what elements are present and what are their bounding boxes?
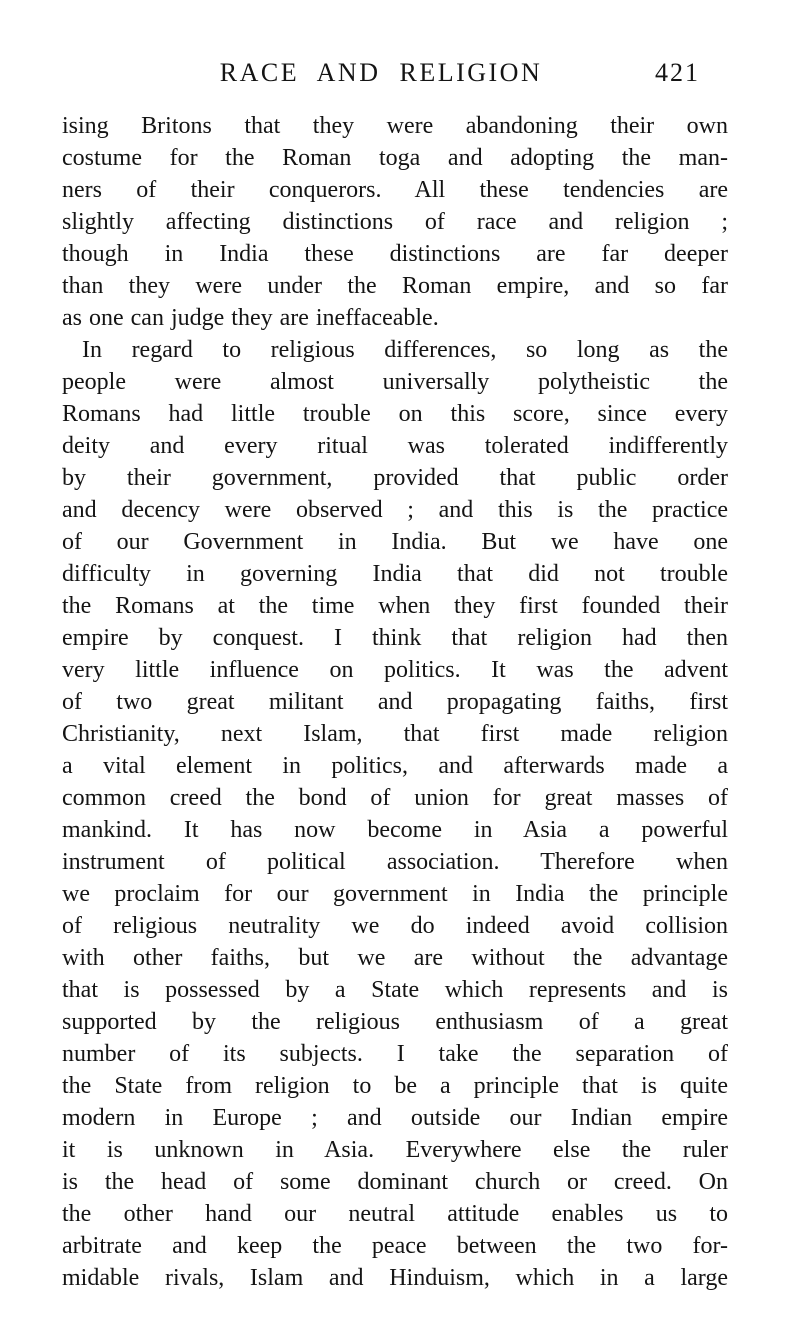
text-line-6: than they were under the Roman empire, and so far: [62, 273, 728, 299]
page-number: 421: [655, 58, 700, 87]
text-line-3: ners of their conquerors. All these tendencies are: [62, 177, 728, 203]
text-line-23: mankind. It has now become in Asia a powerful: [62, 817, 728, 843]
running-header-title: RACE AND RELIGION: [219, 58, 543, 87]
text-line-37: midable rivals, Islam and Hinduism, which in a large: [62, 1265, 728, 1291]
text-line-2: costume for the Roman toga and adopting the man-: [62, 145, 728, 171]
text-line-13: and decency were observed ; and this is the practice: [62, 497, 728, 523]
text-line-24: instrument of political association. Therefore when: [62, 849, 728, 875]
text-line-20: Christianity, next Islam, that first made religion: [62, 721, 728, 747]
text-line-21: a vital element in politics, and afterwards made a: [62, 753, 728, 779]
text-line-28: that is possessed by a State which represents and is: [62, 977, 728, 1003]
running-header: [62, 58, 728, 88]
text-line-29: supported by the religious enthusiasm of a great: [62, 1009, 728, 1035]
text-line-36: arbitrate and keep the peace between the two for-: [62, 1233, 728, 1259]
text-line-19: of two great militant and propagating faiths, first: [62, 689, 728, 715]
text-line-16: the Romans at the time when they first founded their: [62, 593, 728, 619]
text-line-18: very little influence on politics. It was the advent: [62, 657, 728, 683]
text-line-11: deity and every ritual was tolerated indifferently: [62, 433, 728, 459]
text-line-27: with other faiths, but we are without the advantage: [62, 945, 728, 971]
text-line-26: of religious neutrality we do indeed avoid collision: [62, 913, 728, 939]
text-line-15: difficulty in governing India that did not trouble: [62, 561, 728, 587]
text-line-35: the other hand our neutral attitude enables us to: [62, 1201, 728, 1227]
text-line-10: Romans had little trouble on this score, since every: [62, 401, 728, 427]
text-line-22: common creed the bond of union for great masses of: [62, 785, 728, 811]
text-line-17: empire by conquest. I think that religion had then: [62, 625, 728, 651]
text-line-5: though in India these distinctions are far deeper: [62, 241, 728, 267]
text-line-34: is the head of some dominant church or creed. On: [62, 1169, 728, 1195]
text-line-33: it is unknown in Asia. Everywhere else the ruler: [62, 1137, 728, 1163]
text-line-9: people were almost universally polytheistic the: [62, 369, 728, 395]
text-line-1: ising Britons that they were abandoning their own: [62, 113, 728, 139]
text-line-7: as one can judge they are ineffaceable.: [62, 305, 439, 331]
text-line-12: by their government, provided that public order: [62, 465, 728, 491]
text-line-31: the State from religion to be a principle that is quite: [62, 1073, 728, 1099]
body-text: [62, 110, 728, 1294]
text-line-8: In regard to religious differences, so long as the: [82, 337, 728, 363]
text-line-4: slightly affecting distinctions of race and religion ;: [62, 209, 728, 235]
text-line-32: modern in Europe ; and outside our Indian empire: [62, 1105, 728, 1131]
text-line-25: we proclaim for our government in India the principle: [62, 881, 728, 907]
text-line-14: of our Government in India. But we have one: [62, 529, 728, 555]
text-line-30: number of its subjects. I take the separation of: [62, 1041, 728, 1067]
